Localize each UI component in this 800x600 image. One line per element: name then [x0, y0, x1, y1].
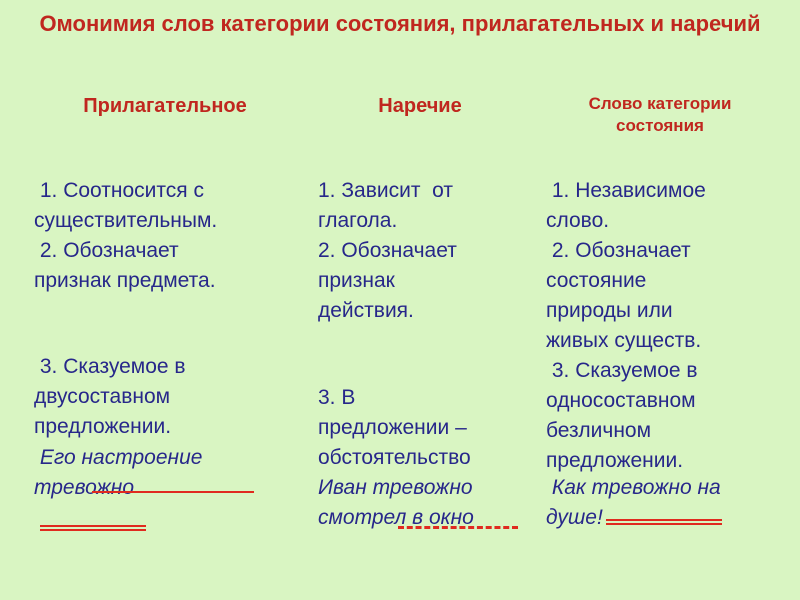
adjective-features: 1. Соотносится с существительным. 2. Обозначает признак предмета.	[34, 179, 218, 292]
column-heading-adverb: Наречие	[378, 95, 462, 117]
state-word-example: Как тревожно на душе!	[546, 476, 721, 529]
adverb-example: Иван тревожно смотрел в окно	[318, 476, 474, 529]
adjective-predicate-feature: 3. Сказуемое в двусоставном предложении.	[34, 355, 186, 438]
state-word-features: 1. Независимое слово. 2. Обозначает состояние природы или живых существ. 3. Сказуемое в односоставном безличном предложении.	[546, 179, 706, 472]
adjective-subject-underline	[40, 525, 146, 531]
adverb-features: 1. Зависит от глагола. 2. Обозначает признак действия.	[318, 179, 457, 322]
adjective-predicate-underline	[92, 491, 254, 493]
column-heading-state-word: Слово категории состояния	[588, 94, 732, 135]
adverb-circumstance-feature: 3. В предложении – обстоятельство	[318, 386, 471, 469]
adjective-example: Его настроение тревожно	[34, 446, 203, 499]
page-title: Омонимия слов категории состояния, прилагательных и наречий	[39, 11, 761, 36]
column-heading-adjective: Прилагательное	[83, 95, 247, 117]
state-word-predicate-underline	[606, 519, 722, 525]
adverb-circumstance-underline	[398, 526, 518, 529]
